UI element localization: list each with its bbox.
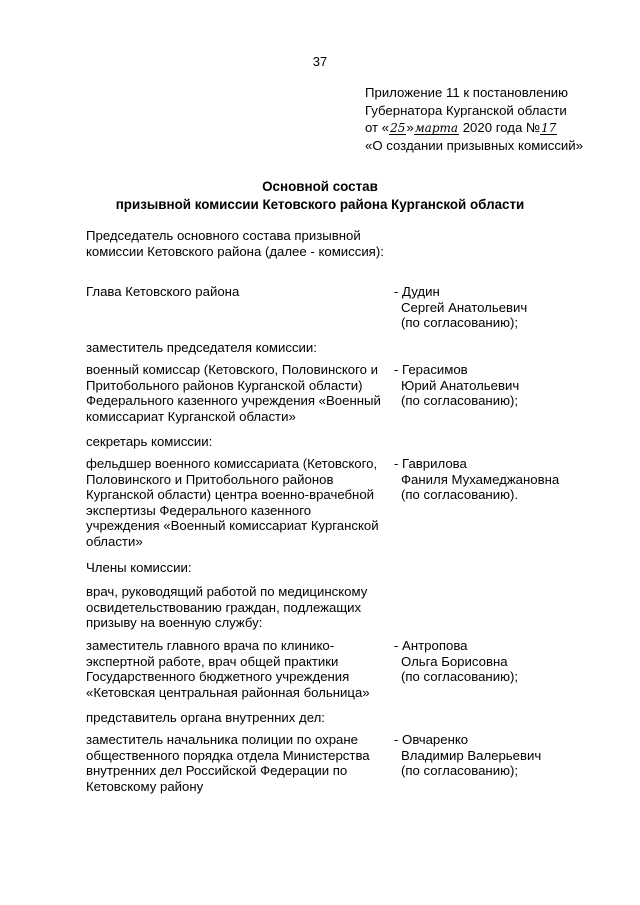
deputy-agreement: (по согласованию); [401,393,519,409]
handwritten-month: марта [414,121,459,135]
deputy-heading: заместитель председателя комиссии: [86,340,317,355]
police-given-names: Владимир Валерьевич [401,747,542,763]
document-title [0,178,640,214]
appendix-date-line [365,119,635,137]
chairman-name [394,284,604,331]
members-heading: Члены комиссии: [86,560,192,575]
doctor-position: заместитель главного врача по клинико-экспертной работе, врач общей практики Государственного бюджетного учреждения «Кетовская центральная районная больница» [86,638,370,700]
doctor-given-names: Ольга Борисовна [401,653,508,669]
handwritten-number: 17 [541,121,557,135]
chairman-position: Глава Кетовского района [86,284,240,299]
deputy-name [394,362,604,409]
police-surname: - Овчаренко [394,732,469,747]
secretary-surname: - Гаврилова [394,456,467,471]
secretary-position: фельдшер военного комиссариата (Кетовского, Половинского и Притобольного районов Курганской области) центра военно-врачебной экспертизы Федерального казенного учреждения «Военный комиссариат Курганской области» [86,456,379,549]
title-line-1: Основной состав [262,179,378,194]
doctor-name [394,638,604,685]
appendix-line-4: «О создании призывных комиссий» [365,137,583,153]
deputy-given-names: Юрий Анатольевич [401,377,520,393]
date-prefix: от « [365,120,390,135]
doctor-heading: врач, руководящий работой по медицинскому освидетельствованию граждан, подлежащих призыву на военную службу: [86,584,368,631]
chairman-agreement: (по согласованию); [401,315,519,331]
police-heading: представитель органа внутренних дел: [86,710,325,725]
page-number: 37 [312,54,328,69]
secretary-heading: секретарь комиссии: [86,434,213,449]
appendix-line-2: Губернатора Курганской области [365,102,567,118]
chairman-surname: - Дудин [394,284,440,299]
chairman-intro: Председатель основного состава призывной комиссии Кетовского района (далее - комиссия): [86,228,384,259]
title-line-2: призывной комиссии Кетовского района Курганской области [115,197,525,212]
appendix-header [365,84,635,154]
chairman-given-names: Сергей Анатольевич [401,299,528,315]
secretary-given-names: Фаниля Мухамеджановна [401,471,560,487]
police-agreement: (по согласованию); [401,763,519,779]
secretary-agreement: (по согласованию). [401,487,519,503]
date-mid: » [406,120,414,135]
police-name [394,732,604,779]
doctor-surname: - Антропова [394,638,468,653]
doctor-agreement: (по согласованию); [401,669,519,685]
deputy-position: военный комиссар (Кетовского, Половинского и Притобольного районов Курганской области) Федерального казенного учреждения «Военный комиссариат Курганской области» [86,362,381,424]
date-year: 2020 года № [459,120,541,135]
handwritten-day: 25 [390,121,406,135]
secretary-name [394,456,604,503]
deputy-surname: - Герасимов [394,362,468,377]
police-position: заместитель начальника полиции по охране общественного порядка отдела Министерства внутренних дел Российской Федерации по Кетовскому району [86,732,370,794]
appendix-line-1: Приложение 11 к постановлению [365,85,568,100]
